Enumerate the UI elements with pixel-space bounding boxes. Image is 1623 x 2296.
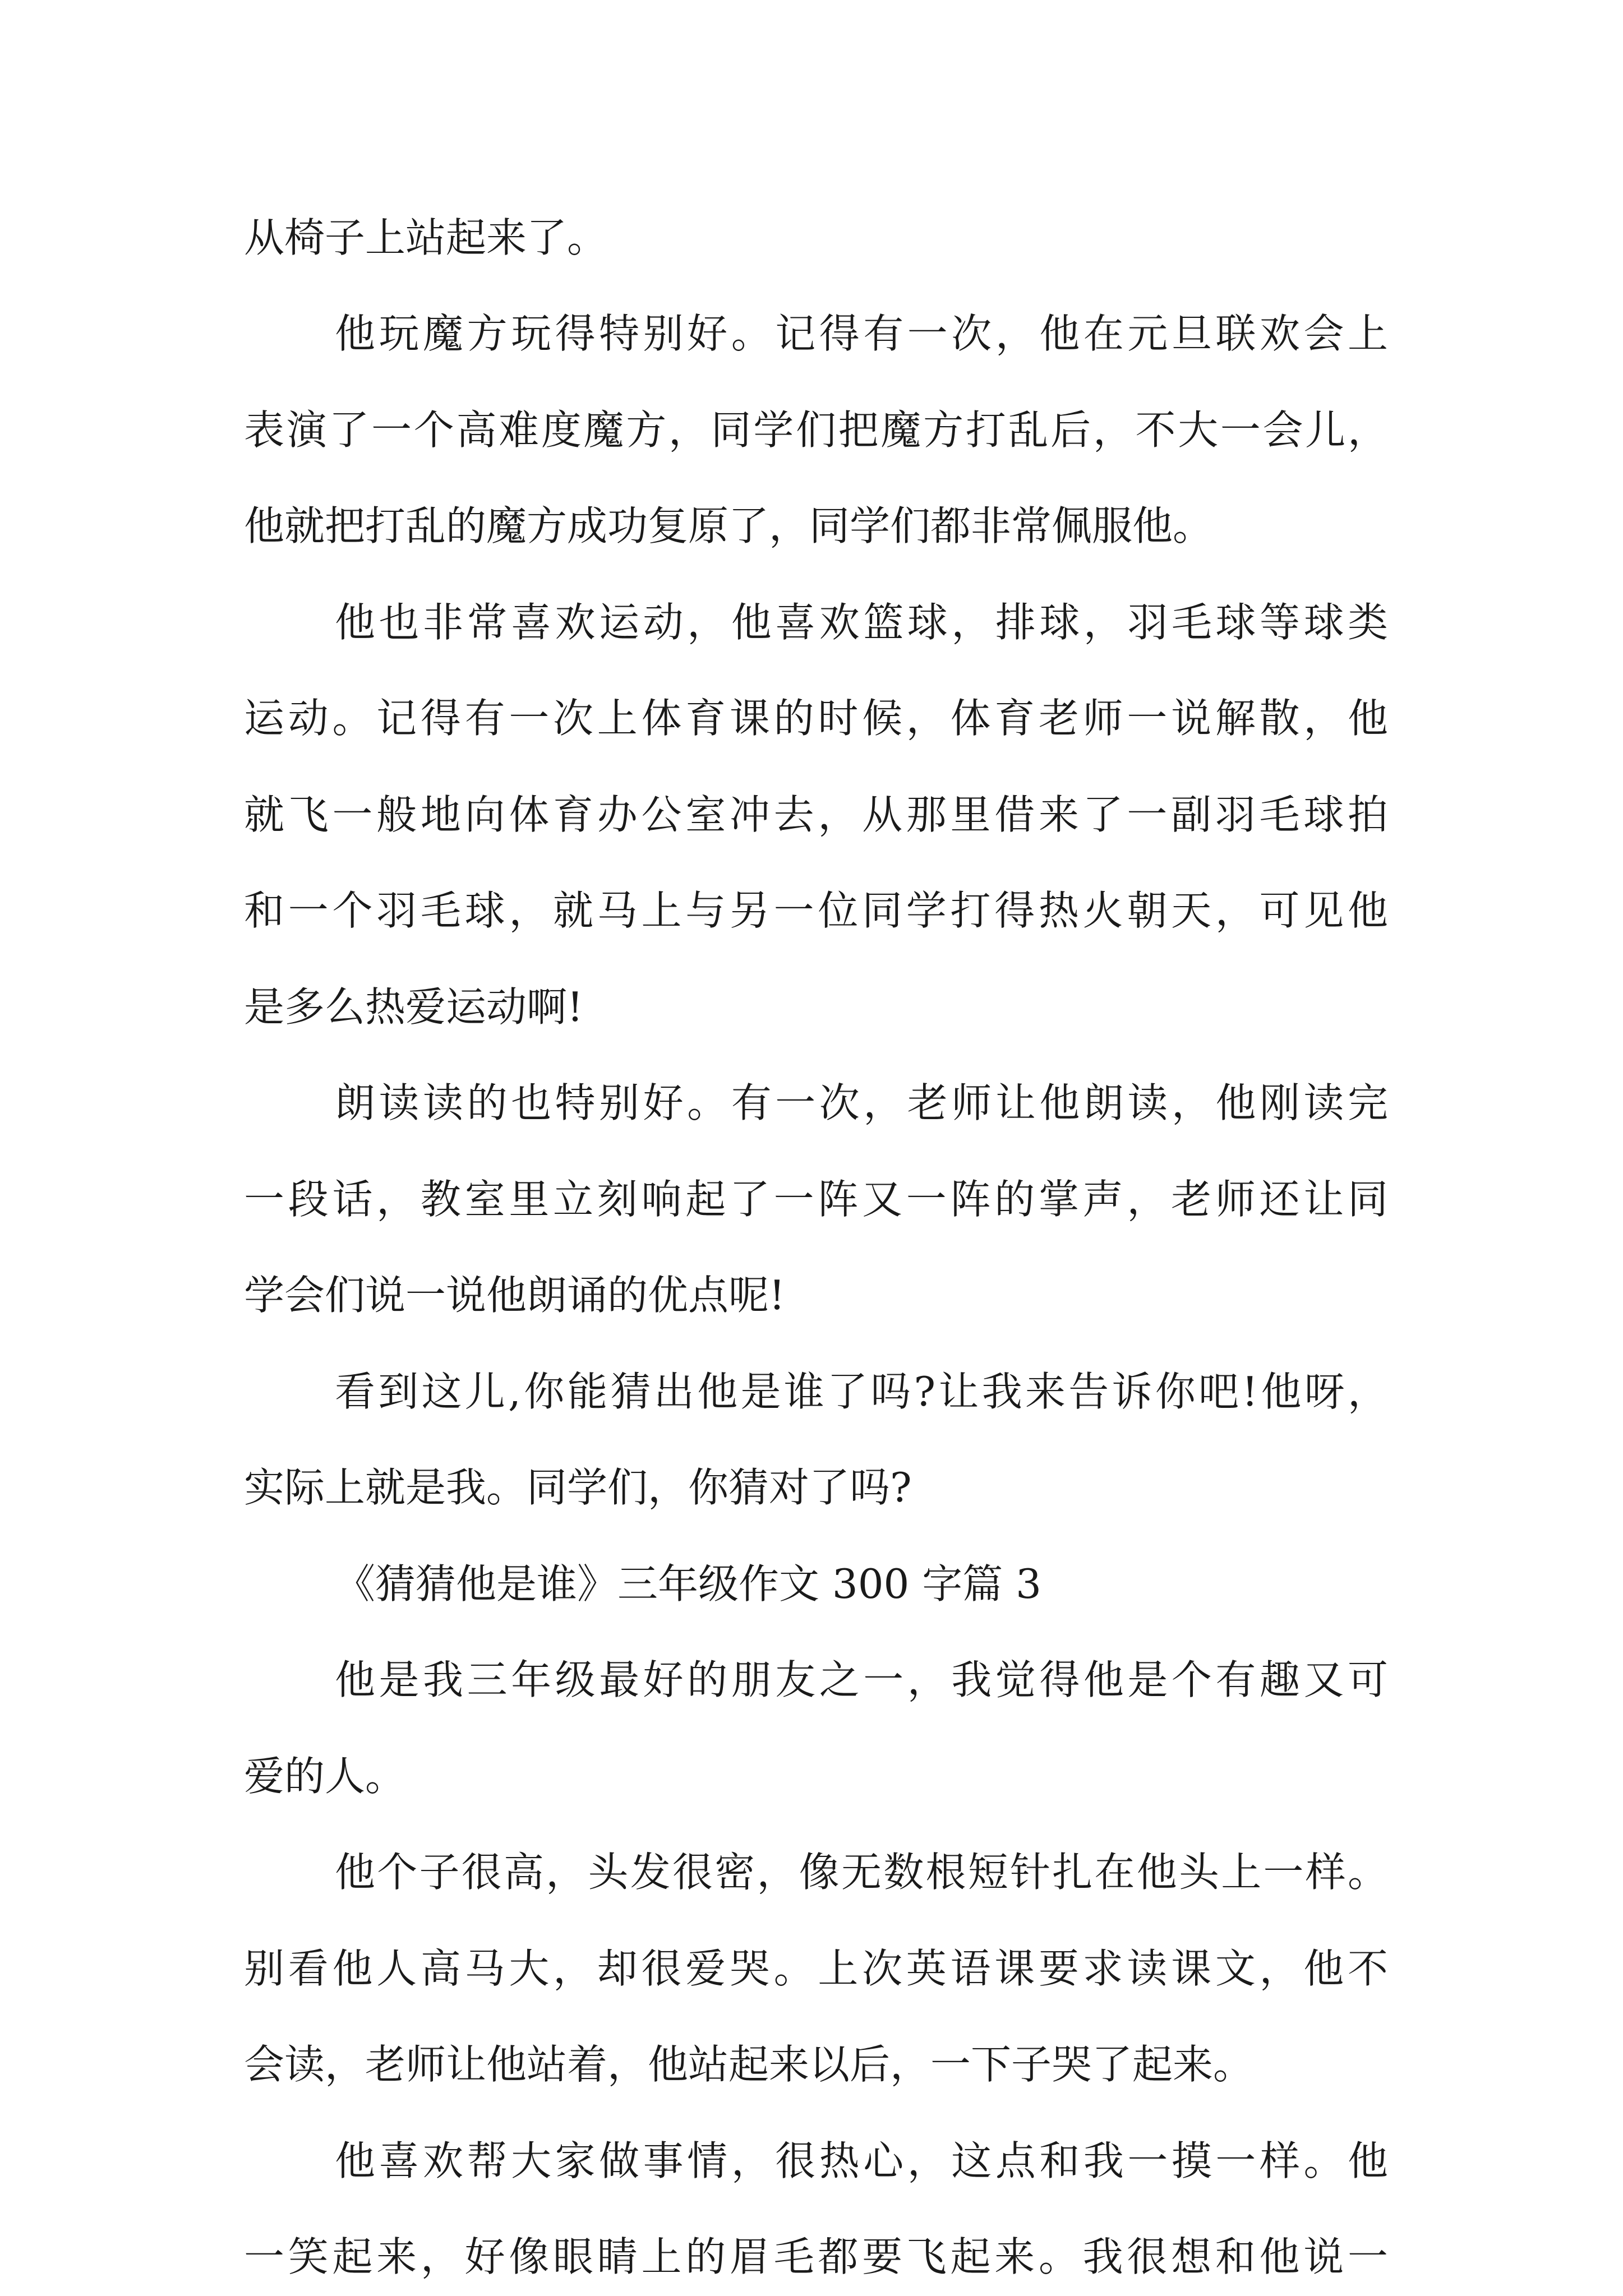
text-line: 和一个羽毛球，就马上与另一位同学打得热火朝天，可见他 xyxy=(244,887,1388,934)
text-line: 是多么热爱运动啊! xyxy=(244,983,583,1031)
text-line: 别看他人高马大，却很爱哭。上次英语课要求读课文，他不 xyxy=(244,1945,1388,1992)
paragraph-first-line: 他也非常喜欢运动，他喜欢篮球，排球，羽毛球等球类 xyxy=(335,599,1388,646)
text-line: 一笑起来，好像眼睛上的眉毛都要飞起来。我很想和他说一 xyxy=(244,2233,1388,2280)
text-line: 会读，老师让他站着，他站起来以后，一下子哭了起来。 xyxy=(244,2041,1254,2088)
paragraph-first-line: 他是我三年级最好的朋友之一，我觉得他是个有趣又可 xyxy=(335,1656,1388,1703)
paragraph-first-line: 他个子很高，头发很密，像无数根短针扎在他头上一样。 xyxy=(335,1849,1388,1896)
paragraph-first-line: 看到这儿,你能猜出他是谁了吗?让我来告诉你吧!他呀， xyxy=(335,1368,1388,1415)
text-line: 他就把打乱的魔方成功复原了，同学们都非常佩服他。 xyxy=(244,502,1214,549)
paragraph-first-line: 他喜欢帮大家做事情，很热心，这点和我一摸一样。他 xyxy=(335,2137,1388,2184)
text-line: 实际上就是我。同学们，你猜对了吗? xyxy=(244,1464,912,1511)
text-line: 就飞一般地向体育办公室冲去，从那里借来了一副羽毛球拍 xyxy=(244,791,1388,838)
section-heading: 《猜猜他是谁》三年级作文 300 字篇 3 xyxy=(335,1560,1041,1607)
text-line: 运动。记得有一次上体育课的时候，体育老师一说解散，他 xyxy=(244,695,1388,742)
text-line: 表演了一个高难度魔方，同学们把魔方打乱后，不大一会儿， xyxy=(244,406,1388,454)
text-line: 爱的人。 xyxy=(244,1753,406,1800)
paragraph-first-line: 他玩魔方玩得特别好。记得有一次，他在元旦联欢会上 xyxy=(335,310,1388,357)
text-line: 一段话，教室里立刻响起了一阵又一阵的掌声，老师还让同 xyxy=(244,1176,1388,1223)
paragraph-first-line: 朗读读的也特别好。有一次，老师让他朗读，他刚读完 xyxy=(335,1079,1388,1126)
text-line: 从椅子上站起来了。 xyxy=(244,214,608,261)
text-line: 学会们说一说他朗诵的优点呢! xyxy=(244,1272,785,1319)
